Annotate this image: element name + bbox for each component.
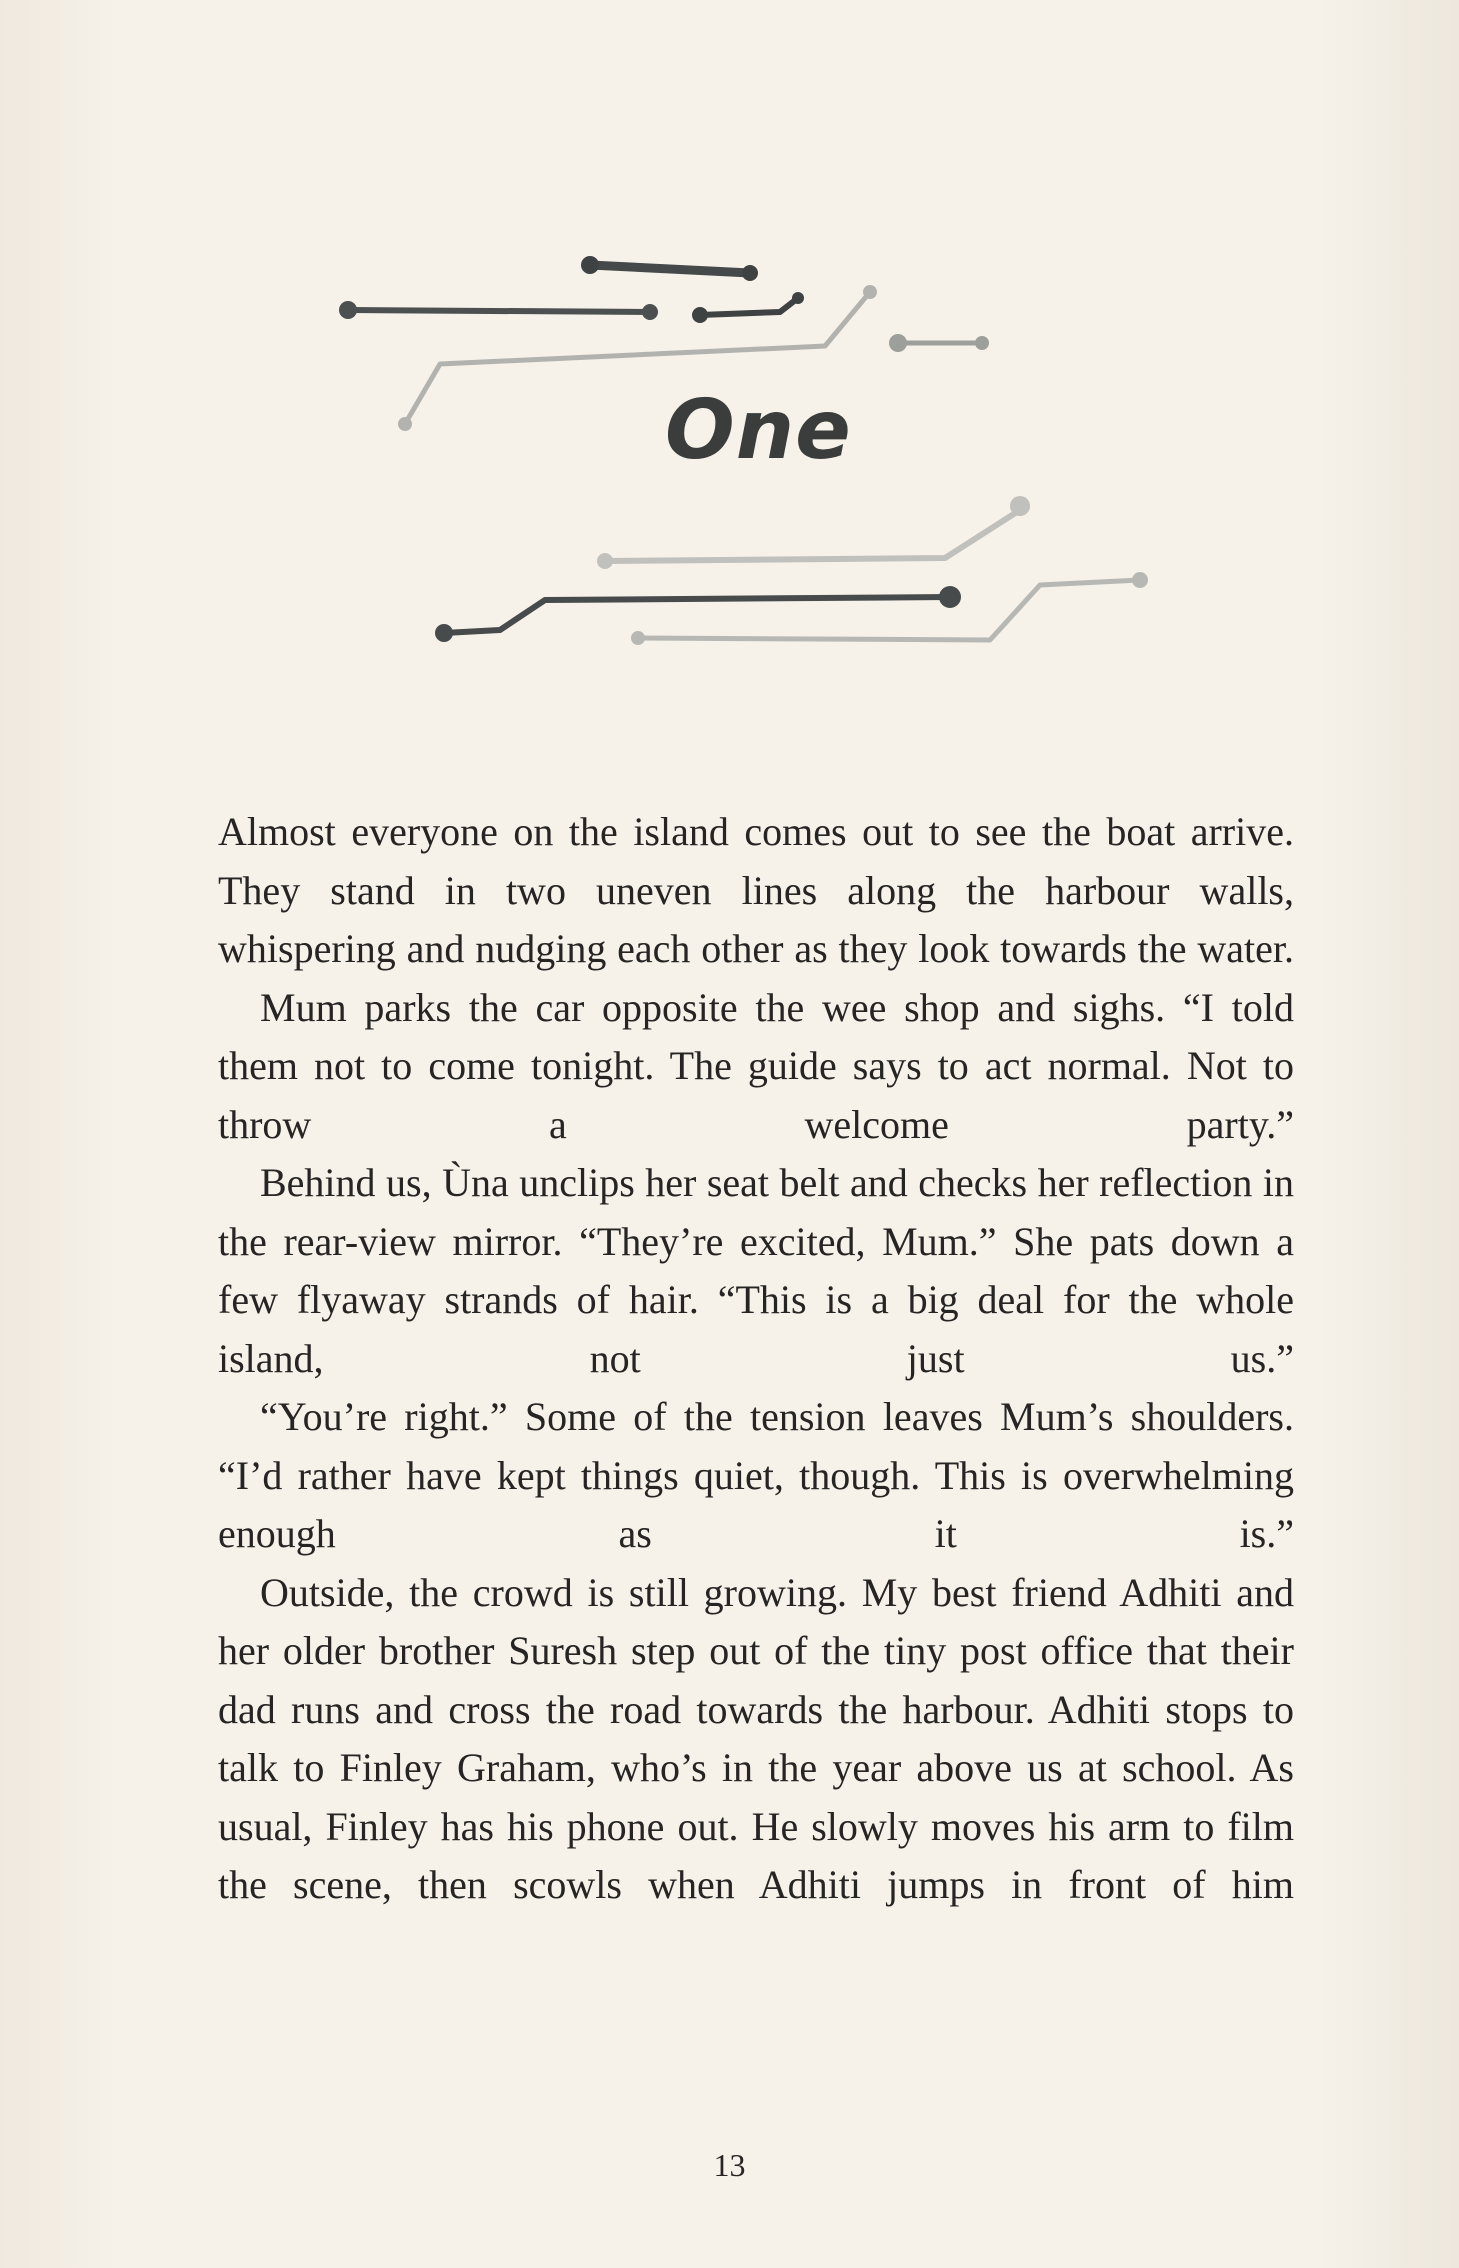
circuit-node [339,301,357,319]
circuit-trace-left [348,310,650,312]
circuit-node [597,553,613,569]
paragraph: “You’re right.” Some of the tension leaves Mum’s shoulders. “I’d rather have kept things quiet, though. This is overwhelming enough as it is.” [218,1394,1294,1556]
circuit-trace-bottom-light [638,580,1140,640]
circuit-node [581,256,599,274]
circuit-node [398,417,412,431]
paragraph: Behind us, Ùna unclips her seat belt and checks her reflection in the rear-view mirror. “They’re excited, Mum.” She pats down a few flyaway strands of hair. “This is a big deal for the whole island, not just us.” [218,1160,1294,1381]
circuit-node [889,334,907,352]
circuit-node [975,336,989,350]
page-number: 13 [713,2147,746,2183]
circuit-node [1010,496,1030,516]
chapter-body [218,803,1294,1915]
chapter-title: One [665,383,852,478]
paragraph: Almost everyone on the island comes out to see the boat arrive. They stand in two uneven lines along the harbour walls, whispering and nudging each other as they look towards the water. [218,809,1294,971]
circuit-node [742,265,758,281]
circuit-trace-top [590,265,750,273]
circuit-node [642,304,658,320]
circuit-trace-lower-light [605,510,1020,561]
paragraph: Outside, the crowd is still growing. My best friend Adhiti and her older brother Suresh step out of the tiny post office that their dad runs and cross the road towards the harbour. Adhiti stops to talk to Finley Graham, who’s in the year above us at school. As usual, Finley has his phone out. He slowly moves his arm to film the scene, then scowls when Adhiti jumps in front of him [218,1569,1294,1907]
circuit-node [631,631,645,645]
circuit-node [792,292,804,304]
circuit-trace-lower-dark [444,597,950,633]
paragraph: Mum parks the car opposite the wee shop and sighs. “I told them not to come tonight. The guide says to act normal. Not to throw a welcome party.” [218,984,1294,1147]
circuit-node [692,307,708,323]
circuit-node [863,285,877,299]
circuit-node [1132,572,1148,588]
circuit-trace-hook [700,298,798,315]
circuit-node [939,586,961,608]
circuit-node [435,624,453,642]
